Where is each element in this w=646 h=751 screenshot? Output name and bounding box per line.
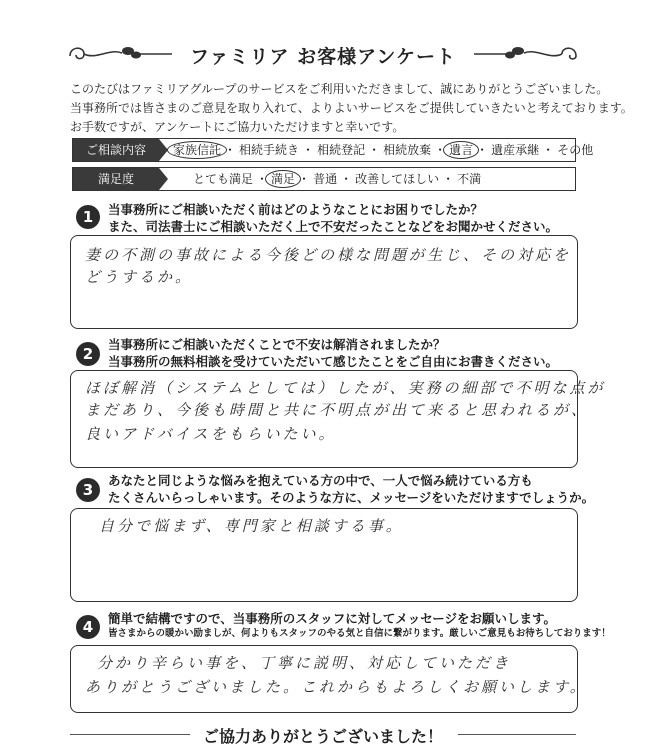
consultation-options xyxy=(173,139,594,161)
consultation-label: ご相談内容 xyxy=(73,139,159,161)
separator: ・ xyxy=(442,172,455,186)
question-4 xyxy=(108,610,611,640)
question-text: 当事務所にご相談いただくことで不安は解消されましたか？ xyxy=(108,337,446,352)
separator: ・ xyxy=(542,143,555,157)
satisfaction-option: とても満足 xyxy=(193,172,254,186)
footer-thanks: ご協力ありがとうございました！ xyxy=(202,727,443,746)
handwritten-answer: 良いアドバイスをもらいたい。 xyxy=(85,425,337,443)
title-row xyxy=(0,40,646,68)
consultation-option: その他 xyxy=(557,143,594,157)
question-number-3: 3 xyxy=(76,478,100,502)
intro-line: このたびはファミリアグループのサービスをご利用いただきまして、誠にありがとうございました。 xyxy=(70,82,609,96)
consultation-option: 家族信託 xyxy=(173,139,221,161)
consultation-option: 相続放棄 xyxy=(383,143,432,157)
consultation-option: 遺産承継 xyxy=(491,143,540,157)
separator: ・ xyxy=(368,143,381,157)
separator: ・ xyxy=(298,172,311,186)
question-number-4: 4 xyxy=(76,615,100,639)
separator: ・ xyxy=(340,172,353,186)
separator: ・ xyxy=(434,143,447,157)
question-text: また、司法書士にご相談いただく上で不安だったことなどをお聞かせください。 xyxy=(108,219,559,234)
question-text: たくさんいらっしゃいます。そのような方に、メッセージをいただけますでしょうか。 xyxy=(108,490,595,505)
question-number-2: 2 xyxy=(76,342,100,366)
handwritten-answer: ありがとうございました。これからもよろしくお願いします。 xyxy=(85,678,588,696)
question-number-1: 1 xyxy=(76,205,100,229)
question-2 xyxy=(108,336,558,370)
intro-line: 当事務所では皆さまのご意見を取り入れて、よりよいサービスをご提供していきたいと考えております。 xyxy=(70,101,633,115)
satisfaction-option: 不満 xyxy=(457,172,482,186)
satisfaction-option: 満足 xyxy=(271,168,295,190)
handwritten-answer: 妻の不測の事故による今後どの様な問題が生じ、その対応を xyxy=(85,246,572,264)
separator: ・ xyxy=(256,172,269,186)
question-text: 簡単で結構ですので、当事務所のスタッフに対してメッセージをお願いします。 xyxy=(108,611,557,626)
question-1 xyxy=(108,201,558,235)
answer-box-4 xyxy=(70,645,588,713)
question-text: 当事務所の無料相談を受けていただいて感じたことをご自由にお書きください。 xyxy=(108,354,559,369)
answer-box-2 xyxy=(70,370,606,468)
satisfaction-option: 普通 xyxy=(313,172,338,186)
question-text: 当事務所にご相談いただく前はどのようなことにお困りでしたか？ xyxy=(108,202,484,217)
question-3 xyxy=(108,472,594,506)
intro-text xyxy=(70,80,633,137)
page-title: ファミリア お客様アンケート xyxy=(189,46,457,68)
consultation-option: 相続手続き xyxy=(239,143,300,157)
arrow-icon xyxy=(159,168,168,190)
satisfaction-row xyxy=(72,167,576,191)
handwritten-answer: 自分で悩まず、専門家と相談する事。 xyxy=(99,517,404,535)
handwritten-answer: 分かり辛らい事を、丁寧に説明、対応していただき xyxy=(97,654,512,672)
intro-line: お手数ですが、アンケートにご協力いただけますと幸いです。 xyxy=(70,120,405,134)
satisfaction-label: 満足度 xyxy=(73,168,159,190)
answer-box-3 xyxy=(70,508,578,602)
consultation-option: 遺言 xyxy=(449,139,473,161)
satisfaction-option: 改善してほしい xyxy=(355,172,440,186)
question-subtext: 皆さまからの暖かい励ましが、何よりもスタッフのやる気と自信に繋がります。厳しいご意見もお待ちしております！ xyxy=(108,628,611,639)
question-text: あなたと同じような悩みを抱えている方の中で、一人で悩み続けている方も xyxy=(108,473,533,488)
right-ornament-icon xyxy=(470,40,580,68)
consultation-option: 相続登記 xyxy=(317,143,366,157)
handwritten-answer: どうするか。 xyxy=(85,268,194,286)
satisfaction-options xyxy=(193,168,569,190)
answer-box-1 xyxy=(70,235,578,329)
separator: ・ xyxy=(302,143,315,157)
separator: ・ xyxy=(476,143,489,157)
handwritten-answer: ほぼ解消（システムとしては）したが、実務の細部で不明な点が xyxy=(85,379,606,397)
handwritten-answer: まだあり、今後も時間と共に不明点が出て来ると思われるが、 xyxy=(85,401,590,419)
separator: ・ xyxy=(224,143,237,157)
consultation-row xyxy=(72,138,594,162)
